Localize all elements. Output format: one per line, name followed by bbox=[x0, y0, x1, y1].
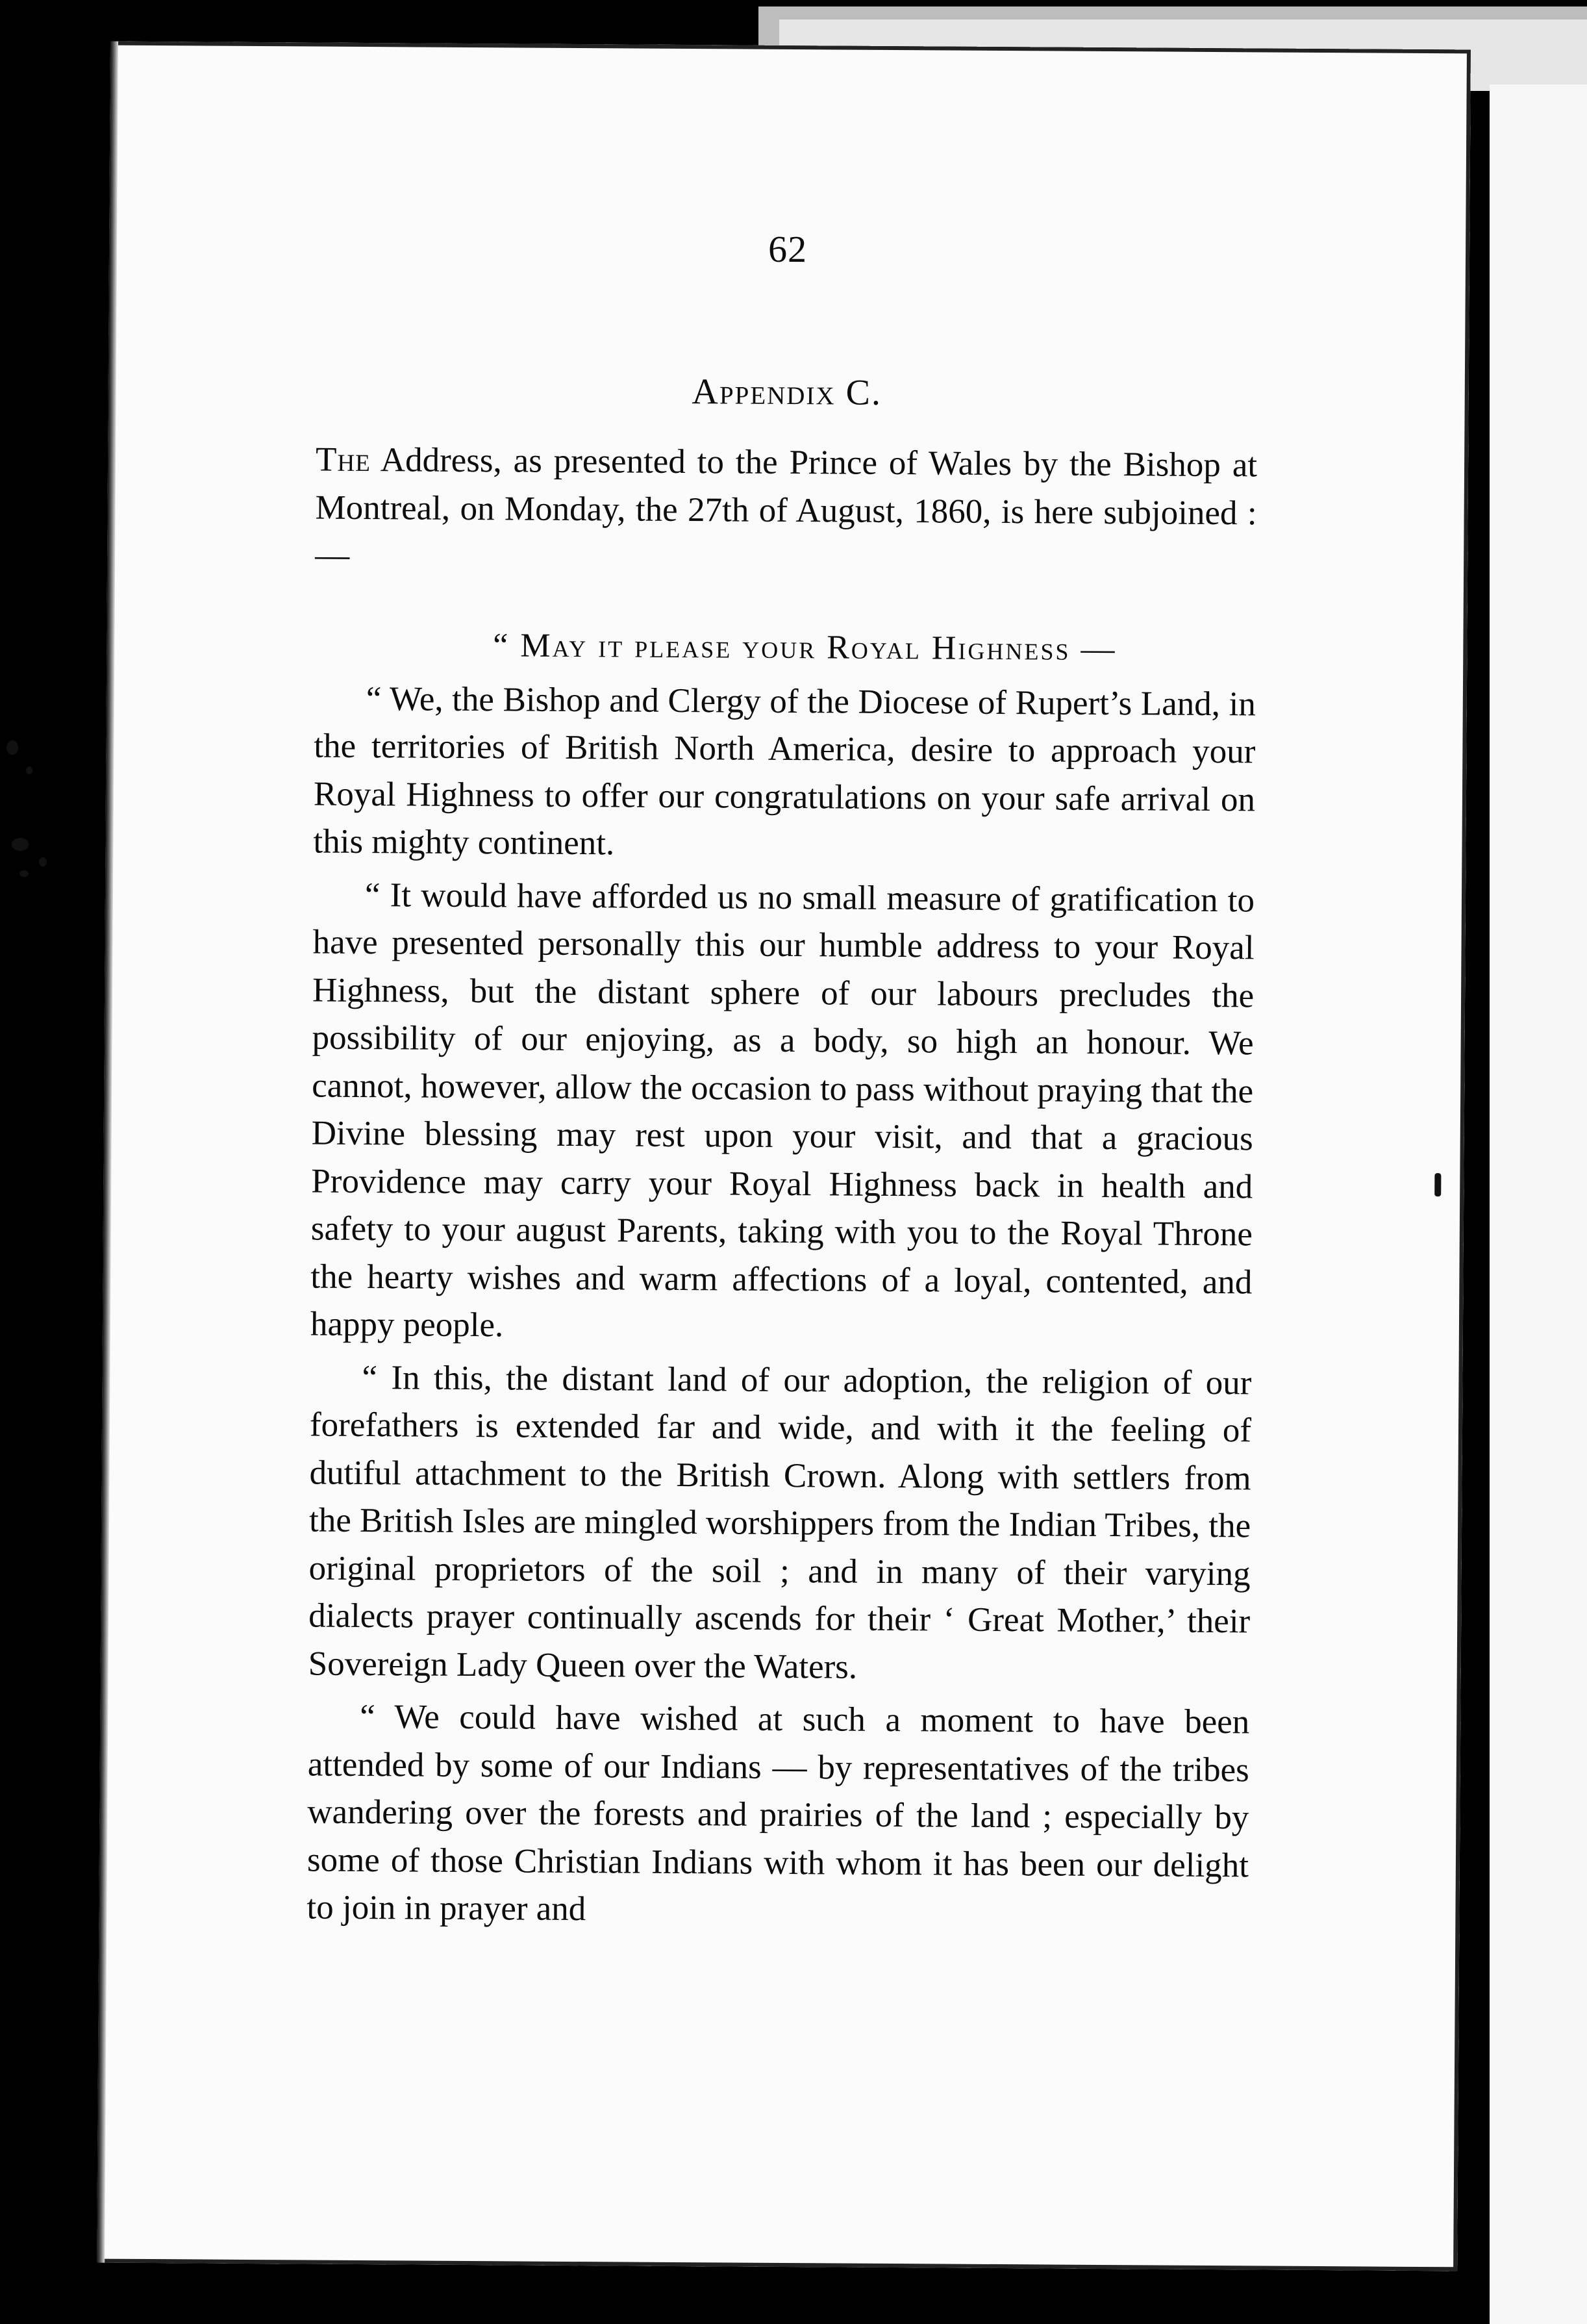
intro-paragraph bbox=[315, 436, 1257, 585]
scan-speck bbox=[39, 857, 47, 866]
address-paragraph: “ We, the Bishop and Clergy of the Diocese of Rupert’s Land, in the territories of British North America, desire to approach your Royal Highness to offer our congratulations on your safe arrival on this mighty continent. bbox=[313, 679, 1256, 863]
appendix-heading: Appendix C. bbox=[692, 372, 882, 413]
address-paragraph: “ In this, the distant land of our adoption, the religion of our forefathers is extended far and wide, and with it the feeling of dutiful attachment to the British Crown. Along with settlers from the British Isles are mingled worshippers from the Indian Tribes, the original proprietors of the soil ; and in many of their varying dialects prayer continually ascends for their ‘ Great Mother,’ their Sovereign Lady Queen over the Waters. bbox=[308, 1358, 1252, 1686]
scan-speck bbox=[6, 740, 18, 755]
page-speck bbox=[1434, 1173, 1441, 1196]
scan-speck bbox=[19, 870, 29, 877]
book-page bbox=[97, 42, 1471, 2271]
salutation: “ May it please your Royal Highness — bbox=[493, 626, 1117, 668]
intro-text: Address, as presented to the Prince of Wales by the Bishop at Montreal, on Monday, the 27th of August, 1860, is here subjoined : — bbox=[315, 441, 1258, 574]
scan-speck bbox=[12, 838, 29, 851]
adjacent-page-edge bbox=[1490, 84, 1587, 2324]
page-text bbox=[306, 225, 1258, 1938]
intro-lead-word: The bbox=[315, 440, 371, 479]
address-paragraph: “ We could have wished at such a moment to have been attended by some of our Indians — by representatives of the tribes wandering over the forests and prairies of the land ; especially by some of those Christian Indians with whom it has been our delight to join in prayer and bbox=[306, 1697, 1250, 1928]
address-paragraph: “ It would have afforded us no small measure of gratification to have presented personally this our humble address to your Royal Highness, but the distant sphere of our labours precludes the possibility of our enjoying, as a body, so high an honour. We cannot, however, allow the occasion to pass without praying that the Divine blessing may rest upon your visit, and that a gracious Providence may carry your Royal Highness back in health and safety to your august Parents, taking with you to the Royal Throne the hearty wishes and warm affections of a loyal, contented, and happy people. bbox=[310, 876, 1255, 1345]
page-number: 62 bbox=[768, 227, 808, 271]
scan-speck bbox=[26, 766, 32, 774]
